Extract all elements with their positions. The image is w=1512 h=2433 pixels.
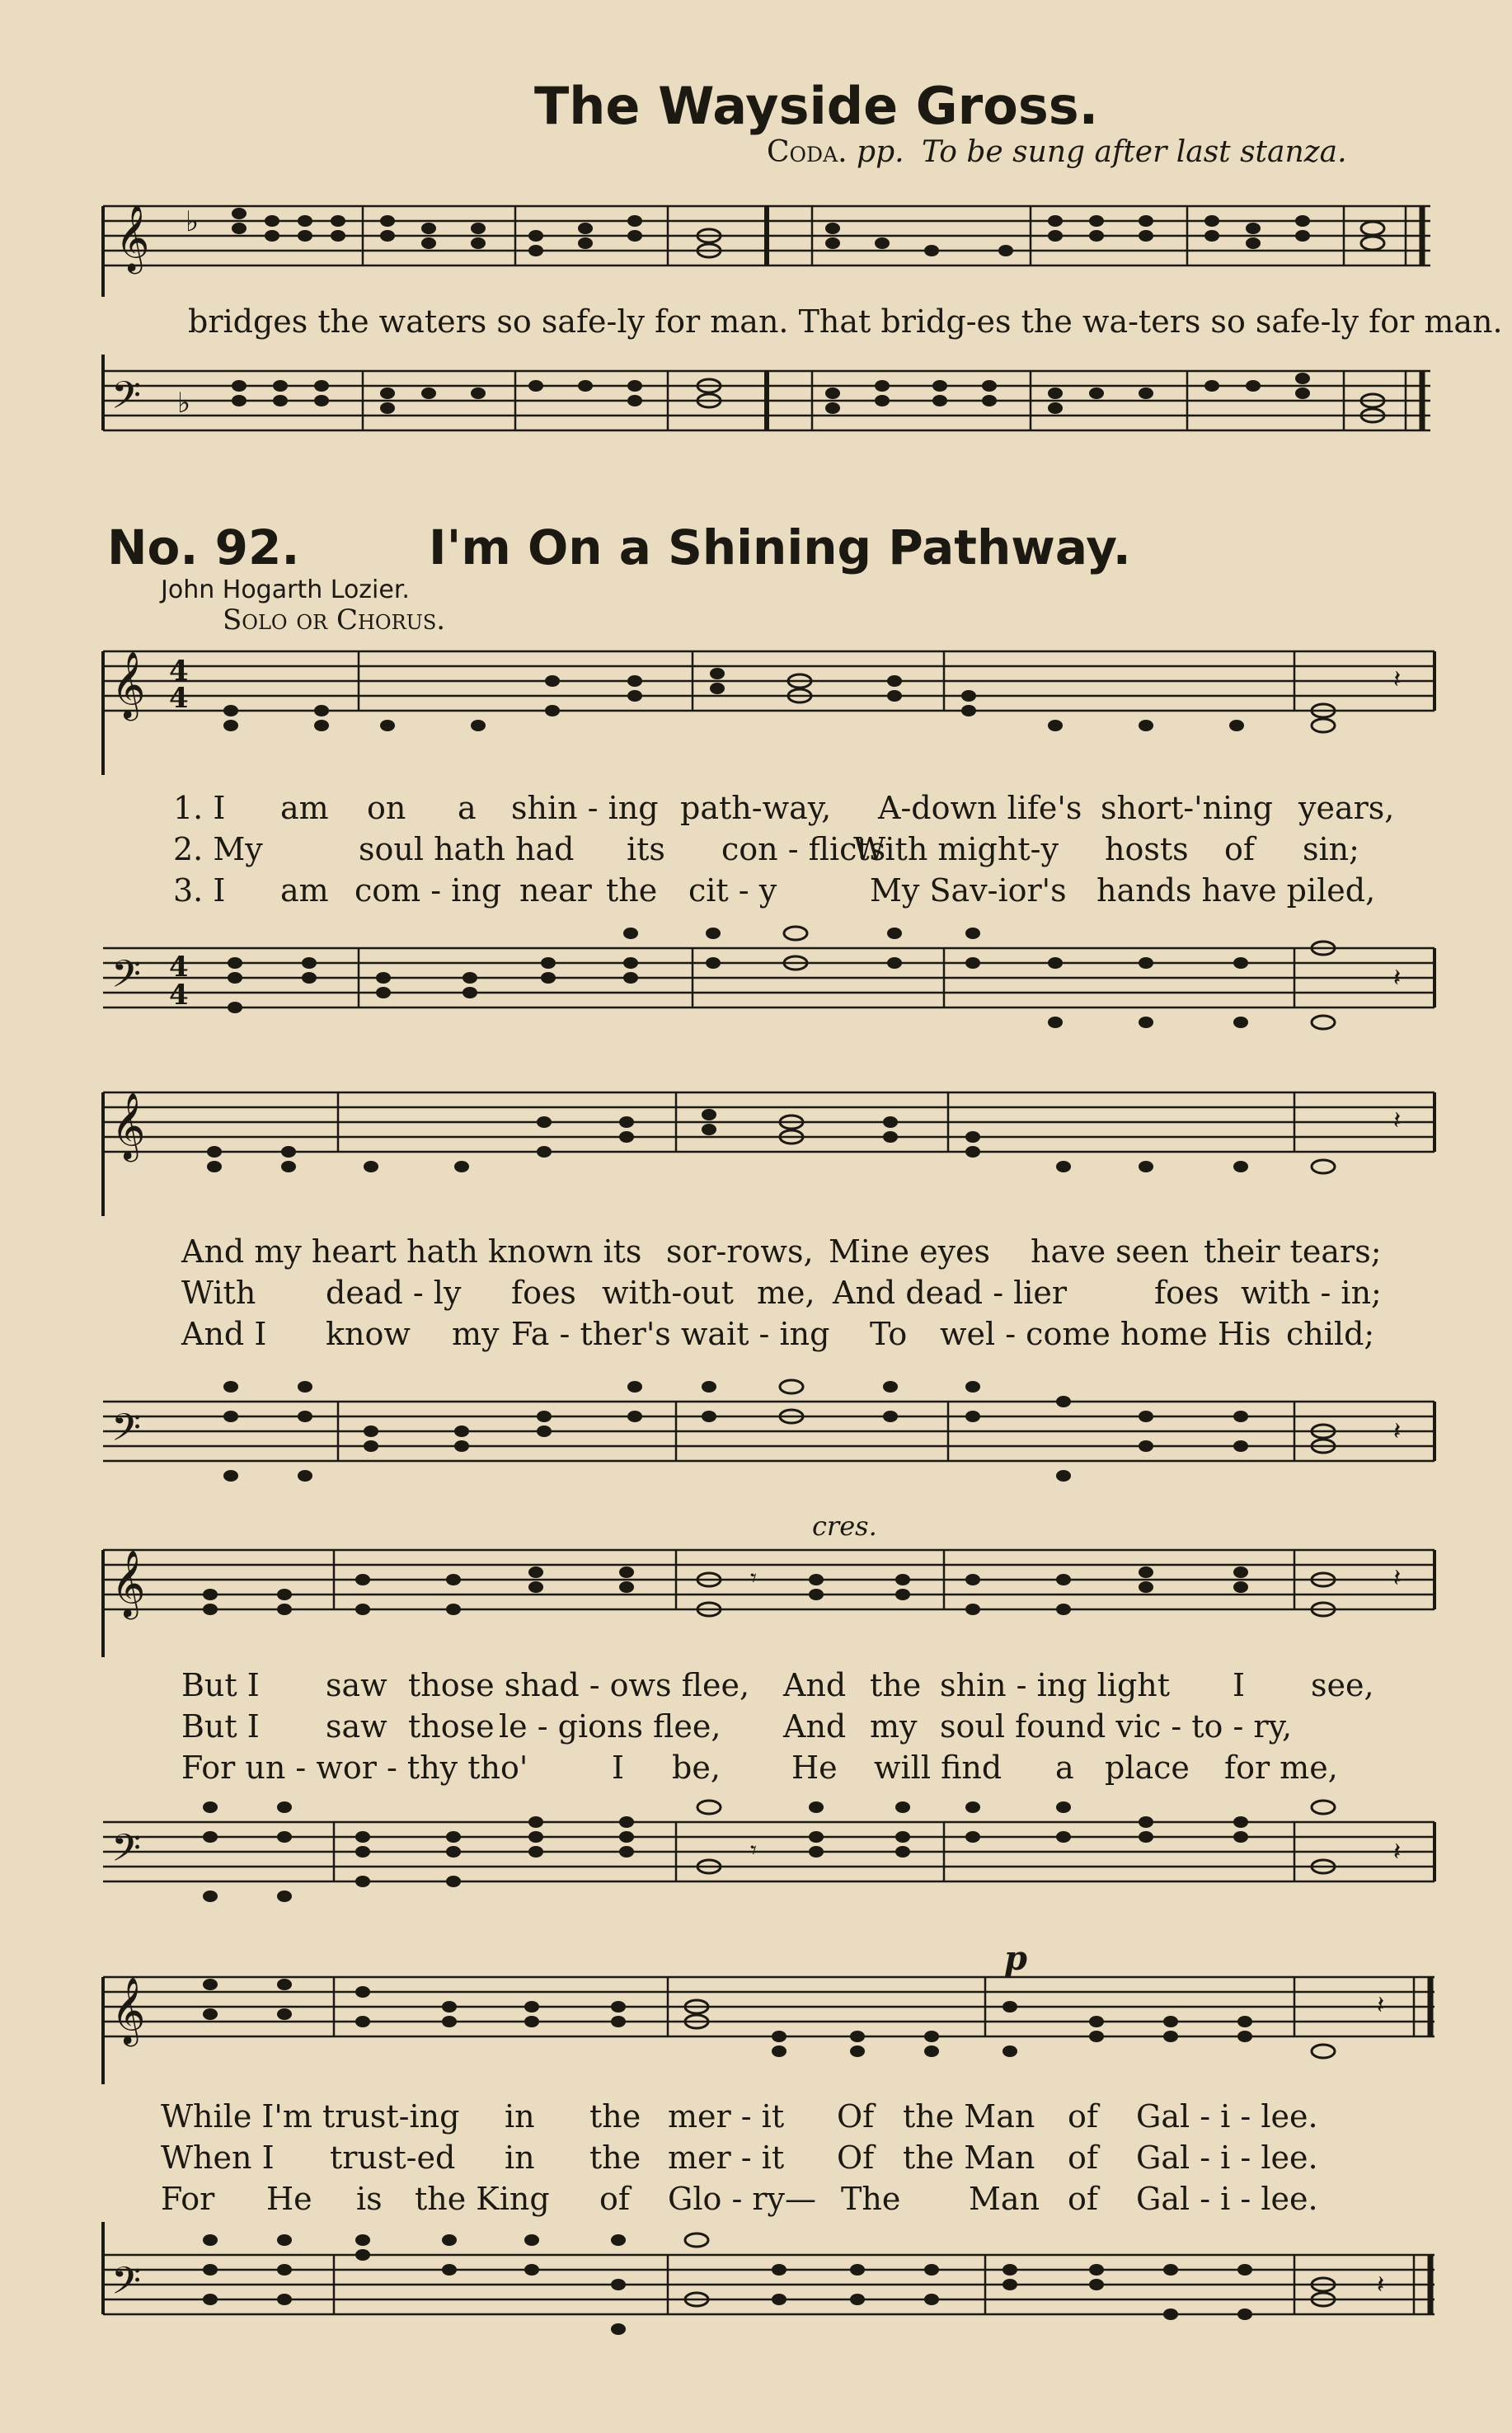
lyric-word: Gal - i - lee. xyxy=(1136,2098,1318,2135)
lyric-word: Mine eyes xyxy=(829,1233,991,1270)
svg-text:𝄽: 𝄽 xyxy=(1393,1106,1402,1135)
svg-text:𝄢: 𝄢 xyxy=(111,952,142,1006)
system-2-lyric-row-1 xyxy=(0,1233,1512,1273)
lyric-word: of xyxy=(1068,2139,1098,2176)
lyric-word: When I xyxy=(161,2139,275,2176)
system-4-treble-staff xyxy=(0,1961,1512,2084)
system-3-bass-staff xyxy=(0,1789,1512,1929)
lyric-word: saw xyxy=(326,1708,387,1745)
lyric-word: And I xyxy=(181,1316,267,1352)
lyric-word: have seen xyxy=(1031,1233,1190,1270)
lyric-word: But I xyxy=(181,1708,260,1745)
lyric-word: of xyxy=(1068,2098,1098,2135)
svg-text:𝄽: 𝄽 xyxy=(1393,1838,1402,1867)
lyric-word: foes xyxy=(511,1275,576,1311)
lyric-word: know xyxy=(326,1316,411,1352)
lyric-word: me, xyxy=(757,1275,815,1311)
lyric-word: the xyxy=(606,872,658,909)
system-1-lyric-row-2 xyxy=(0,831,1512,871)
svg-text:4: 4 xyxy=(169,655,189,688)
dynamic-p: p xyxy=(1004,1939,1027,1978)
lyric-word: But I xyxy=(181,1667,260,1703)
lyric-word: the King xyxy=(415,2181,550,2217)
lyric-word: shin - ing xyxy=(511,790,659,826)
system-1-lyric-row-1 xyxy=(0,790,1512,829)
hymn-author: John Hogarth Lozier. xyxy=(161,575,410,604)
svg-text:𝄾: 𝄾 xyxy=(750,1564,757,1593)
lyric-word: the Man xyxy=(903,2098,1035,2135)
svg-text:𝄞: 𝄞 xyxy=(111,1092,146,1159)
svg-text:𝄽: 𝄽 xyxy=(1393,964,1402,993)
lyric-word: For xyxy=(161,2181,215,2217)
lyric-word: those shad - ows flee, xyxy=(408,1667,750,1703)
lyric-word: hands have piled, xyxy=(1096,872,1376,909)
svg-text:𝄽: 𝄽 xyxy=(1393,665,1402,694)
lyric-word: com - ing xyxy=(355,872,502,909)
lyric-word: Of xyxy=(837,2139,875,2176)
lyric-word: on xyxy=(367,790,406,826)
lyric-word: mer - it xyxy=(668,2139,785,2176)
lyric-word: To xyxy=(870,1316,908,1352)
lyric-word: my xyxy=(870,1708,918,1745)
svg-text:𝄞: 𝄞 xyxy=(115,204,150,271)
coda-hymn-title: The Wayside Gross. xyxy=(534,76,1099,136)
system-4-lyric-row-1 xyxy=(0,2098,1512,2138)
lyric-word: I xyxy=(612,1750,625,1786)
svg-text:𝄽: 𝄽 xyxy=(1393,1564,1402,1593)
lyric-word: soul found vic - to - ry, xyxy=(940,1708,1293,1745)
lyric-word: will find xyxy=(874,1750,1003,1786)
lyric-word: the xyxy=(870,1667,922,1703)
lyric-word: see, xyxy=(1311,1667,1374,1703)
svg-text:𝄢: 𝄢 xyxy=(111,1406,142,1459)
system-2-bass-staff xyxy=(0,1360,1512,1501)
svg-text:𝄞: 𝄞 xyxy=(111,1976,146,2044)
hymn-number: No. 92. xyxy=(107,519,300,575)
lyric-word: the xyxy=(589,2098,641,2135)
lyric-word: shin - ing light xyxy=(940,1667,1171,1703)
lyric-word: hosts xyxy=(1105,831,1189,867)
lyric-word: And xyxy=(783,1708,847,1745)
lyric-word: Glo - ry— xyxy=(668,2181,817,2217)
lyric-word: He xyxy=(791,1750,838,1786)
lyric-word: con - flicts xyxy=(721,831,886,867)
lyric-word: of xyxy=(599,2181,630,2217)
lyric-word: of xyxy=(1068,2181,1098,2217)
lyric-word: be, xyxy=(672,1750,721,1786)
lyric-word: mer - it xyxy=(668,2098,785,2135)
svg-text:𝄽: 𝄽 xyxy=(1377,1991,1385,2020)
svg-text:𝄞: 𝄞 xyxy=(111,1549,146,1617)
lyric-word: those xyxy=(408,1708,495,1745)
lyric-word: of xyxy=(1224,831,1255,867)
lyric-word: in xyxy=(505,2098,535,2135)
lyric-word: years, xyxy=(1298,790,1395,826)
system-2-treble-staff xyxy=(0,1076,1512,1216)
lyric-word: their tears; xyxy=(1204,1233,1382,1270)
system-4-lyric-row-2 xyxy=(0,2139,1512,2179)
system-1-bass-staff xyxy=(0,915,1512,1047)
svg-text:𝄞: 𝄞 xyxy=(111,651,146,718)
lyric-word: the xyxy=(589,2139,641,2176)
system-1-lyric-row-3 xyxy=(0,872,1512,912)
system-2-lyric-row-3 xyxy=(0,1316,1512,1355)
svg-text:4: 4 xyxy=(169,951,189,984)
lyric-word: for me, xyxy=(1224,1750,1338,1786)
lyric-word: am xyxy=(280,790,329,826)
svg-text:♭: ♭ xyxy=(177,387,191,420)
lyric-word: With might-y xyxy=(853,831,1059,867)
coda-instruction: To be sung after last stanza. xyxy=(922,135,1347,169)
lyric-word: Man xyxy=(969,2181,1040,2217)
lyric-word: in xyxy=(505,2139,535,2176)
lyric-word: saw xyxy=(326,1667,387,1703)
svg-text:4: 4 xyxy=(169,682,189,715)
system-4-bass-staff xyxy=(0,2222,1512,2379)
lyric-word: its xyxy=(627,831,665,867)
lyric-word: 3. I xyxy=(173,872,226,909)
lyric-word: short-'ning xyxy=(1101,790,1273,826)
lyric-word: the Man xyxy=(903,2139,1035,2176)
lyric-word: My Sav-ior's xyxy=(870,872,1067,909)
svg-text:𝄢: 𝄢 xyxy=(111,2259,142,2313)
lyric-word: sin; xyxy=(1303,831,1359,867)
hymn-title: I'm On a Shining Pathway. xyxy=(429,519,1131,575)
lyric-word: I xyxy=(1233,1667,1246,1703)
lyric-word: path-way, xyxy=(680,790,832,826)
lyric-word: with - in; xyxy=(1241,1275,1382,1311)
system-2-lyric-row-2 xyxy=(0,1275,1512,1314)
lyric-word: wel - come home His xyxy=(940,1316,1271,1352)
lyric-word: For un - wor - thy tho' xyxy=(181,1750,528,1786)
system-3-lyric-row-1 xyxy=(0,1667,1512,1707)
lyric-word: And dead - lier xyxy=(833,1275,1068,1311)
system-3-lyric-row-3 xyxy=(0,1750,1512,1789)
coda-dynamic: pp. xyxy=(857,135,904,169)
system-4-lyric-row-3 xyxy=(0,2181,1512,2220)
lyric-word: sor-rows, xyxy=(666,1233,814,1270)
coda-lyric-text: bridges the waters so safe-ly for man. That bridg-es the wa-ters so safe-ly for man. xyxy=(188,303,1503,340)
system-3-lyric-row-2 xyxy=(0,1708,1512,1748)
svg-text:𝄾: 𝄾 xyxy=(750,1836,757,1865)
lyric-word: With xyxy=(181,1275,256,1311)
svg-text:𝄢: 𝄢 xyxy=(111,1826,142,1880)
svg-text:𝄽: 𝄽 xyxy=(1377,2271,1385,2299)
lyric-word: dead - ly xyxy=(326,1275,462,1311)
lyric-word: my xyxy=(452,1316,500,1352)
lyric-word: child; xyxy=(1286,1316,1375,1352)
lyric-word: place xyxy=(1105,1750,1190,1786)
lyric-word: 1. I xyxy=(173,790,226,826)
svg-text:4: 4 xyxy=(169,979,189,1012)
svg-text:♭: ♭ xyxy=(185,205,200,238)
svg-text:𝄢: 𝄢 xyxy=(111,373,142,427)
dynamic-cres: cres. xyxy=(812,1510,877,1542)
lyric-word: A-down life's xyxy=(878,790,1082,826)
lyric-word: Of xyxy=(837,2098,875,2135)
system-3-treble-staff xyxy=(0,1534,1512,1657)
coda-label: Coda. xyxy=(767,135,848,169)
lyric-word: le - gions flee, xyxy=(499,1708,721,1745)
lyric-word: a xyxy=(1055,1750,1074,1786)
coda-lyric xyxy=(0,303,1512,343)
lyric-word: with-out xyxy=(602,1275,734,1311)
lyric-word: Fa - ther's wait - ing xyxy=(511,1316,830,1352)
lyric-word: He xyxy=(266,2181,312,2217)
system-1-treble-staff xyxy=(0,635,1512,775)
lyric-word: And xyxy=(783,1667,847,1703)
lyric-word: 2. My xyxy=(173,831,263,867)
hymn-voicing: Solo or Chorus. xyxy=(223,604,446,636)
lyric-word: near xyxy=(519,872,592,909)
lyric-word: is xyxy=(356,2181,383,2217)
lyric-word: foes xyxy=(1154,1275,1219,1311)
lyric-word: a xyxy=(458,790,477,826)
lyric-word: And my heart hath known its xyxy=(181,1233,642,1270)
lyric-word: While I'm trust-ing xyxy=(161,2098,460,2135)
coda-treble-staff xyxy=(0,190,1512,297)
lyric-word: Gal - i - lee. xyxy=(1136,2139,1318,2176)
svg-text:𝄽: 𝄽 xyxy=(1393,1417,1402,1446)
lyric-word: soul hath had xyxy=(359,831,575,867)
coda-bass-staff xyxy=(0,355,1512,470)
coda-instruction-line xyxy=(767,135,1347,169)
lyric-word: am xyxy=(280,872,329,909)
lyric-word: trust-ed xyxy=(330,2139,456,2176)
lyric-word: The xyxy=(841,2181,901,2217)
lyric-word: Gal - i - lee. xyxy=(1136,2181,1318,2217)
lyric-word: cit - y xyxy=(688,872,777,909)
